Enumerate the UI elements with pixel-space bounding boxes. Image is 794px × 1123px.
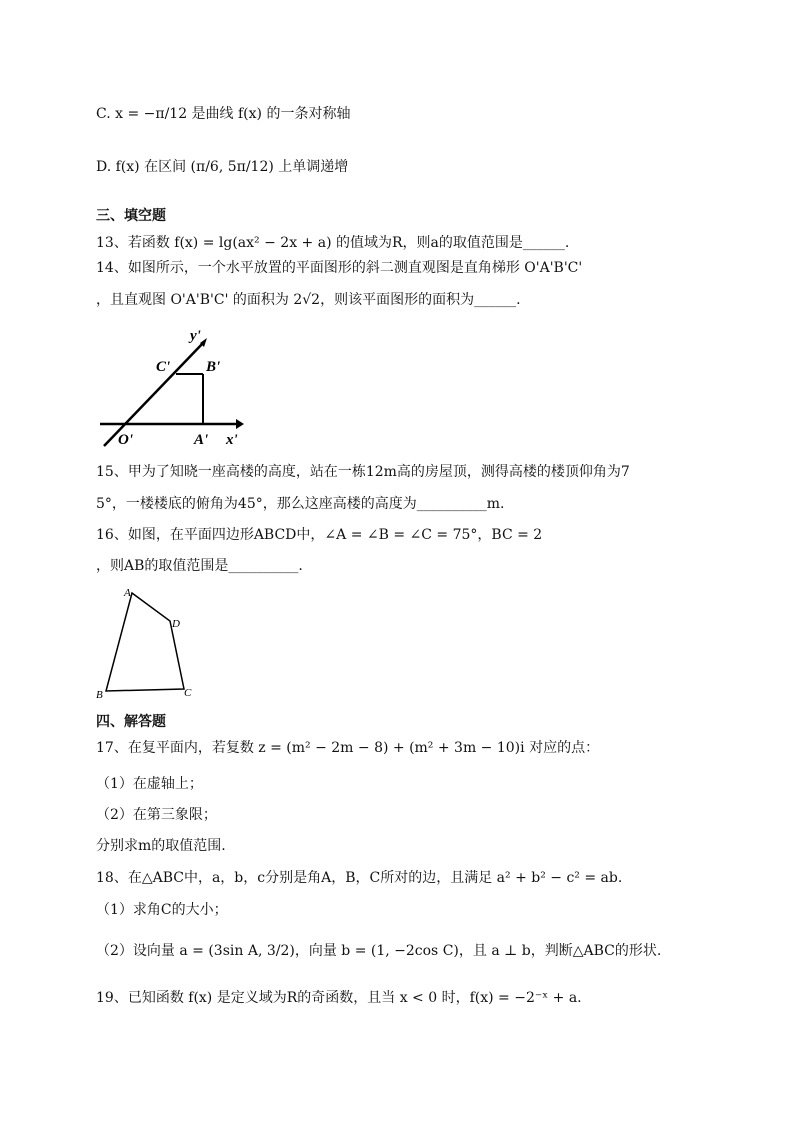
question-18: 18、在△ABC中，a，b，c分别是角A，B，C所对的边，且满足 a² + b² − c² = ab. xyxy=(96,870,623,886)
question-14-line2: ，且直观图 O'A'B'C' 的面积为 2√2，则该平面图形的面积为______. xyxy=(96,292,521,308)
section-fill-blank: 三、填空题 xyxy=(96,208,166,224)
question-19: 19、已知函数 f(x) 是定义域为R的奇函数，且当 x < 0 时，f(x) = −2⁻ˣ + a. xyxy=(96,990,582,1006)
label-c: C xyxy=(184,687,192,699)
label-y-prime: y' xyxy=(190,328,201,344)
question-17-part1: （1）在虚轴上； xyxy=(96,776,203,792)
option-c: C. x = −π/12 是曲线 f(x) 的一条对称轴 xyxy=(96,106,351,122)
label-c-prime: C' xyxy=(156,359,171,375)
label-o-prime: O' xyxy=(118,432,133,448)
question-17-part2: （2）在第三象限； xyxy=(96,807,217,823)
figure-14-trapezoid xyxy=(96,328,256,448)
question-18-part1: （1）求角C的大小； xyxy=(96,902,228,918)
figure-16-quadrilateral xyxy=(92,585,202,705)
question-15-line1: 15、甲为了知晓一座高楼的高度，站在一栋12m高的房屋顶，测得高楼的楼顶仰角为7 xyxy=(96,464,630,480)
label-a-prime: A' xyxy=(194,432,209,448)
label-b-prime: B' xyxy=(206,359,221,375)
label-d: D xyxy=(172,618,180,630)
question-17: 17、在复平面内，若复数 z = (m² − 2m − 8) + (m² + 3m − 10)i 对应的点： xyxy=(96,740,600,756)
question-15-line2: 5°，一楼楼底的俯角为45°，那么这座高楼的高度为__________m. xyxy=(96,496,505,512)
question-14-line1: 14、如图所示，一个水平放置的平面图形的斜二测直观图是直角梯形 O'A'B'C' xyxy=(96,260,583,276)
section-solve: 四、解答题 xyxy=(96,714,166,730)
option-d: D. f(x) 在区间 (π/6, 5π/12) 上单调递增 xyxy=(96,159,349,175)
label-b: B xyxy=(96,689,103,701)
label-a: A xyxy=(124,587,131,599)
label-x-prime: x' xyxy=(226,432,238,448)
question-16-line1: 16、如图，在平面四边形ABCD中，∠A = ∠B = ∠C = 75°，BC = 2 xyxy=(96,527,543,543)
question-13: 13、若函数 f(x) = lg(ax² − 2x + a) 的值域为R，则a的取值范围是______. xyxy=(96,235,570,251)
question-18-part2: （2）设向量 a = (3sin A, 3/2)，向量 b = (1, −2cos C)，且 a ⊥ b，判断△ABC的形状. xyxy=(96,943,662,959)
question-17-ask: 分别求m的取值范围. xyxy=(96,838,226,854)
question-16-line2: ，则AB的取值范围是__________. xyxy=(96,558,303,574)
